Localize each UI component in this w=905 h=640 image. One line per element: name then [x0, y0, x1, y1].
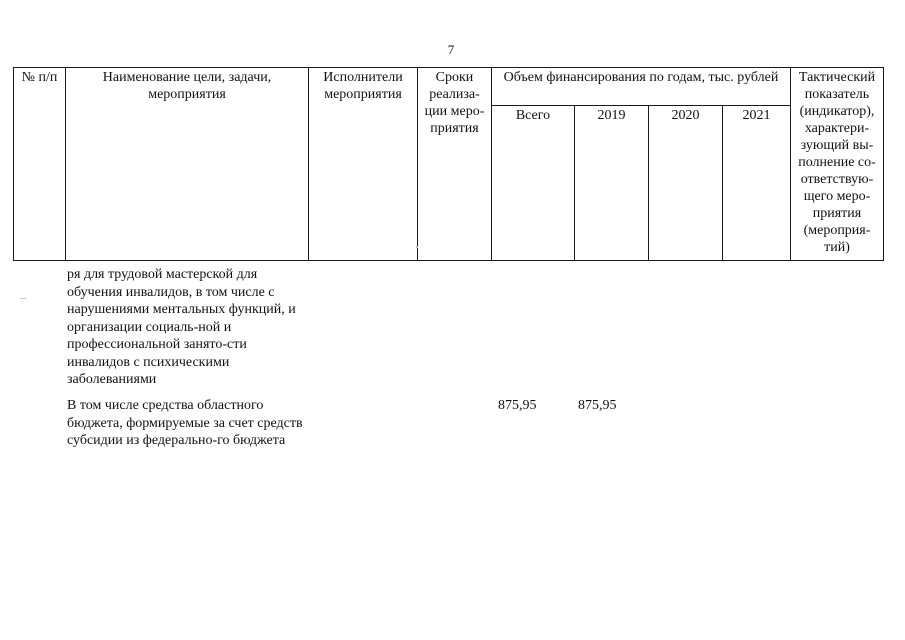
amount-total: 875,95 [498, 398, 537, 413]
column-header-indicator: Тактический показатель (индикатор), характери-зующий вы-полнение со-ответствую-щего меро-приятия (мероприя-тий) [791, 68, 884, 261]
column-header-executors: Исполнители мероприятия [309, 68, 418, 261]
column-header-name: Наименование цели, задачи, мероприятия [66, 68, 309, 261]
activity-description-continuation: ря для трудовой мастерской для обучения инвалидов, в том числе с нарушениями ментальных функций, и организации социаль-ной и профессиональной занято-сти инвалидов с психическими заболеваниями [67, 267, 296, 387]
column-header-terms: Сроки реализа-ции меро-приятия [418, 68, 492, 261]
table-header-row [14, 68, 884, 106]
column-header-financing: Объем финансирования по годам, тыс. рублей [492, 68, 791, 106]
column-header-year-2021: 2021 [723, 106, 791, 261]
amount-2019: 875,95 [578, 398, 617, 413]
column-header-number: № п/п [14, 68, 66, 261]
column-header-year-2020: 2020 [649, 106, 723, 261]
funding-source-note: В том числе средства областного бюджета, формируемые за счет средств субсидии из федерально-го бюджета [67, 398, 303, 448]
page-number: 7 [447, 42, 455, 57]
financing-table [13, 67, 884, 261]
scan-mark [20, 298, 26, 299]
scan-speck [416, 246, 418, 248]
column-header-year-2019: 2019 [575, 106, 649, 261]
column-header-total: Всего [492, 106, 575, 261]
